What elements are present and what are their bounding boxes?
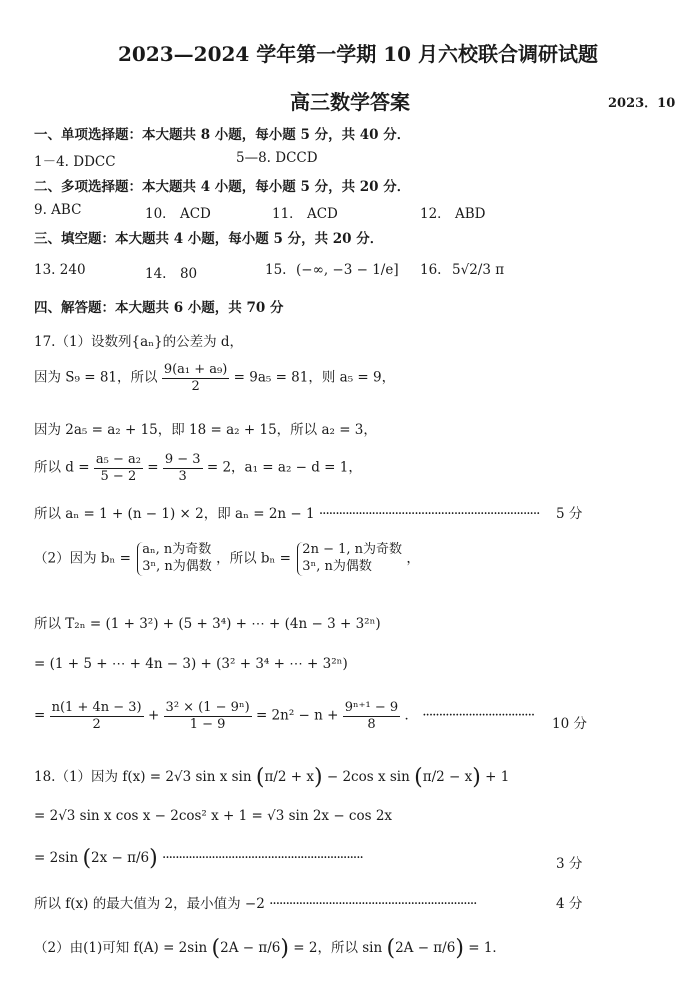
answer-15-label: 15.: [265, 262, 287, 278]
fraction-t3: $\frac{\text{9ⁿ⁺¹ − 9}}{8}$: [344, 700, 399, 732]
document-title: 2023—2024 学年第一学期 10 月六校联合调研试题: [118, 42, 599, 66]
fraction-d: $\frac{\text{a₅ − a₂}}{5 - 2}$: [95, 452, 141, 484]
document-subtitle: 高三数学答案: [290, 90, 410, 114]
answer-14: 14. 80: [145, 266, 198, 282]
fraction-s9: $\frac{\text{9(a₁ + a₉)}}{2}$: [163, 362, 228, 394]
q18-line5: （2）由(1)可知 f(A) = 2sin (2A − π/6) = 2，所以 sin (2A − π/6) = 1．: [34, 936, 506, 961]
q18-score-3: 3 分: [556, 856, 583, 872]
section-solutions: 四、解答题：本大题共 6 小题，共 70 分: [34, 300, 284, 316]
q17-line9: = $\frac{n(1 + 4n - 3)}{2}$ + $\frac{\text{3² × (1 − 9ⁿ)}}{1 - 9}$ = 2n² − n + $\frac{\text{9ⁿ⁺¹ − 9}}{8}$ ． ··································: [34, 700, 535, 732]
answer-10: 10． ACD: [145, 206, 211, 222]
answer-15-expr: (−∞, −3 − 1/e]: [296, 262, 399, 278]
answer-9: 9. ABC: [34, 202, 82, 218]
q17-line6: （2）因为 bₙ = aₙ, n为奇数 3ⁿ, n为偶数 ，所以 bₙ = 2n − 1, n为奇数 3ⁿ, n为偶数 ，: [34, 542, 420, 574]
q18-line4: 所以 f(x) 的最大值为 2，最小值为 −2 ·······························································: [34, 896, 477, 912]
fraction-t2: $\frac{\text{3² × (1 − 9ⁿ)}}{1 - 9}$: [165, 700, 250, 732]
q17-line2: [34, 362, 395, 394]
q17-line8: = (1 + 5 + ⋯ + 4n − 3) + (3² + 3⁴ + ⋯ + 3²ⁿ): [34, 656, 348, 672]
section-single-choice: 一、单项选择题：本大题共 8 小题，每小题 5 分，共 40 分．: [34, 127, 411, 143]
piecewise-b: aₙ, n为奇数 3ⁿ, n为偶数: [137, 542, 212, 576]
answer-16-expr: 5√2/3 π: [452, 262, 505, 278]
q18-line1: 18.（1）因为 f(x) = 2√3 sin x sin (π/2 + x) − 2cos x sin (π/2 − x) + 1: [34, 765, 510, 790]
q17-line2-a: 因为 S₉ = 81，所以: [34, 369, 158, 386]
answer-11: 11． ACD: [272, 206, 338, 222]
q17-line5: 所以 aₙ = 1 + (n − 1) × 2，即 aₙ = 2n − 1 ···································································: [34, 506, 540, 522]
q17-line2-b: = 9a₅ = 81，则 a₅ = 9，: [233, 369, 396, 386]
answer-5-8: 5—8. DCCD: [236, 150, 318, 166]
answer-16-label: 16.: [420, 262, 442, 278]
q17-line7: 所以 T₂ₙ = (1 + 3²) + (5 + 3⁴) + ⋯ + (4n − 3 + 3²ⁿ): [34, 616, 381, 632]
piecewise-b2: 2n − 1, n为奇数 3ⁿ, n为偶数: [297, 542, 402, 576]
document-date: 2023．10: [608, 96, 676, 111]
q18-line3: = 2sin (2x − π/6) ·····························································: [34, 846, 363, 871]
q17-score-5: 5 分: [556, 506, 583, 522]
q17-line4: 所以 d = $\frac{\text{a₅ − a₂}}{5 - 2}$ = $\frac{9 - 3}{3}$ = 2，a₁ = a₂ − d = 1，: [34, 452, 362, 484]
q17-line3: 因为 2a₅ = a₂ + 15，即 18 = a₂ + 15，所以 a₂ = 3，: [34, 422, 377, 438]
q17-score-10: 10 分: [552, 716, 587, 732]
answer-12: 12． ABD: [420, 206, 486, 222]
answer-13: 13. 240: [34, 262, 86, 278]
fraction-d2: $\frac{9 - 3}{3}$: [164, 452, 201, 484]
q18-score-4: 4 分: [556, 896, 583, 912]
section-multi-choice: 二、多项选择题：本大题共 4 小题，每小题 5 分，共 20 分．: [34, 179, 411, 195]
answer-1-4: 1－4. DDCC: [34, 154, 116, 170]
section-fill-in: 三、填空题：本大题共 4 小题，每小题 5 分，共 20 分．: [34, 231, 384, 247]
q18-line2: = 2√3 sin x cos x − 2cos² x + 1 = √3 sin 2x − cos 2x: [34, 808, 393, 824]
fraction-t1: $\frac{n(1 + 4n - 3)}{2}$: [51, 700, 142, 732]
q17-line1: 17.（1）设数列{aₙ}的公差为 d，: [34, 334, 244, 350]
